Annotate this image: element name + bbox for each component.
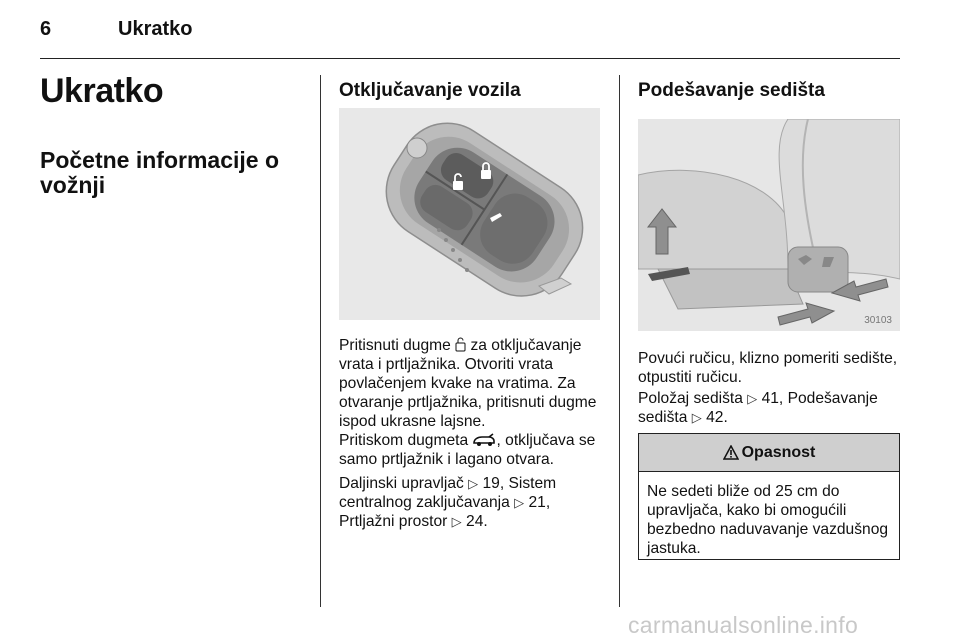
- page-number: 6: [40, 18, 52, 40]
- xref-triangle-icon: ▷: [468, 476, 479, 491]
- warning-text: Ne sedeti bliže od 25 cm do upravljača, kako bi omogućili bezbedno naduvavanje vazdušnog jastuka.: [647, 483, 889, 557]
- column-divider-2: [619, 75, 620, 607]
- key-fob-illustration: [339, 108, 600, 320]
- xref-triangle-icon: ▷: [691, 410, 702, 425]
- running-title: Ukratko: [118, 18, 193, 40]
- crossref-paragraph: Daljinski upravljač ▷ 19, Sistem centralnog zaključavanja ▷ 21, Prtljažni prostor ▷ 24.: [339, 475, 557, 530]
- warning-title: Opasnost: [741, 443, 816, 461]
- column-divider-1: [320, 75, 321, 607]
- unlock-paragraph: Pritisnuti dugme za otključavanje vrata i prtljažnika. Otvoriti vrata povlačenjem kvake na vratima. Za otvaranje prtljažnika, pritisnuti dugme ispod ukrasne lajsne.: [339, 337, 597, 430]
- heading-unlocking: Otključavanje vozila: [339, 80, 521, 101]
- xref-triangle-icon: ▷: [451, 514, 462, 529]
- seat-adjustment-illustration: [638, 119, 900, 331]
- watermark: carmanualsonline.info: [628, 612, 859, 638]
- section-title: Početne informacije o vožnji: [40, 147, 280, 198]
- warning-box: [638, 433, 900, 560]
- seat-crossref-paragraph: Položaj sedišta ▷ 41, Podešavanje sedišta ▷ 42.: [638, 390, 878, 426]
- unlock-icon: [455, 337, 466, 352]
- chapter-title: Ukratko: [40, 72, 164, 110]
- heading-seat-adjustment: Podešavanje sedišta: [638, 80, 825, 101]
- warning-header: [639, 434, 899, 472]
- xref-triangle-icon: ▷: [514, 495, 525, 510]
- figure-code: 30103: [864, 315, 892, 326]
- warning-triangle-icon: [723, 445, 739, 460]
- header-rule: [40, 58, 900, 59]
- seat-paragraph: Povući ručicu, klizno pomeriti sedište, otpustiti ručicu.: [638, 350, 898, 386]
- xref-triangle-icon: ▷: [747, 391, 758, 406]
- tailgate-paragraph: Pritiskom dugmeta , otključava se samo prtljažnik i lagano otvara.: [339, 432, 596, 468]
- tailgate-icon: [472, 433, 496, 447]
